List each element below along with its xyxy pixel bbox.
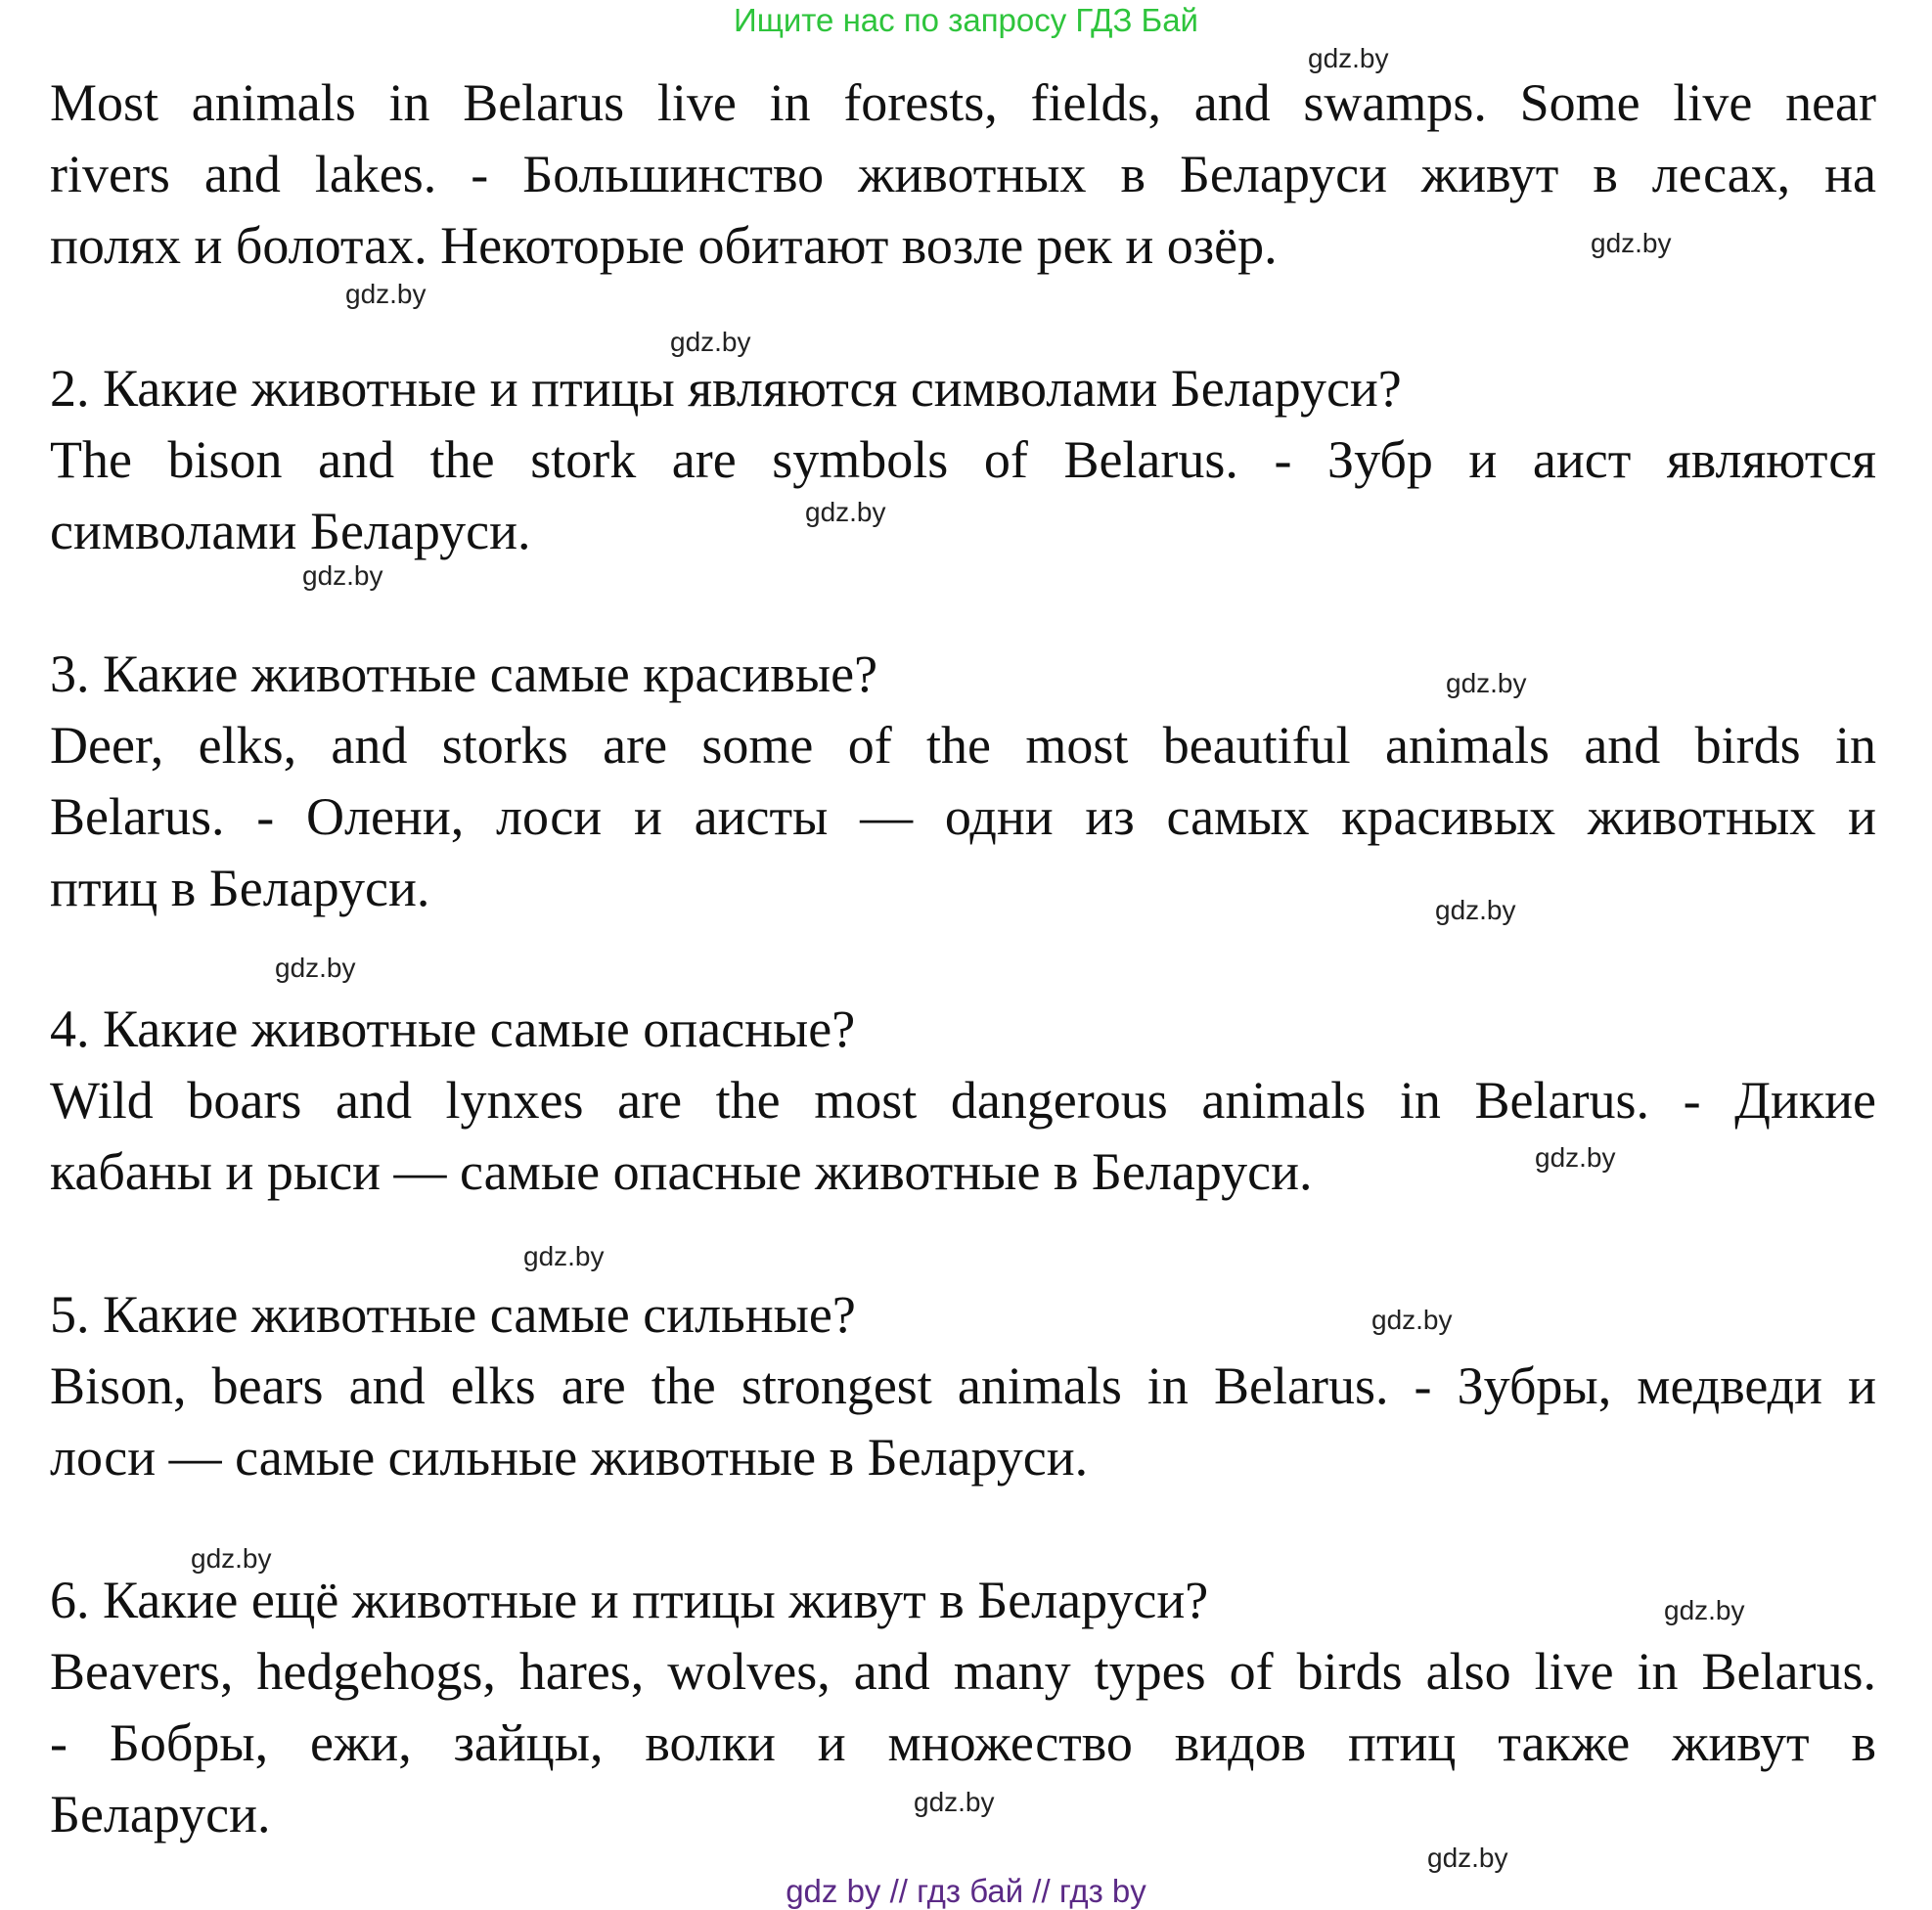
- watermark: gdz.by: [1664, 1595, 1745, 1625]
- footer-links: gdz by // гдз бай // гдз by: [786, 1873, 1146, 1909]
- answer-1-line-2: rivers and lakes. - Большинство животных в Беларуси живут в лесах, на: [50, 145, 1876, 203]
- answer-3-line-2: Belarus. - Олени, лоси и аисты — одни из самых красивых животных и: [50, 787, 1876, 846]
- answer-4-line-2: кабаны и рыси — самые опасные животные в Беларуси.: [50, 1142, 1313, 1201]
- question-4: 4. Какие животные самые опасные?: [50, 999, 856, 1058]
- answer-6-line-3: Беларуси.: [50, 1785, 271, 1843]
- watermark: gdz.by: [805, 497, 886, 527]
- watermark: gdz.by: [275, 953, 356, 983]
- watermark: gdz.by: [1446, 668, 1527, 698]
- answer-6-line-1: Beavers, hedgehogs, hares, wolves, and many types of birds also live in Belarus.: [50, 1642, 1876, 1701]
- question-3: 3. Какие животные самые красивые?: [50, 644, 878, 703]
- answer-2-line-2: символами Беларуси.: [50, 502, 531, 560]
- watermark: gdz.by: [345, 279, 427, 309]
- answer-3-line-1: Deer, elks, and storks are some of the most beautiful animals and birds in: [50, 716, 1876, 775]
- answer-5-line-1: Bison, bears and elks are the strongest animals in Belarus. - Зубры, медведи и: [50, 1356, 1876, 1415]
- watermark: gdz.by: [1535, 1142, 1616, 1173]
- watermark: gdz.by: [302, 560, 383, 591]
- answer-5-line-2: лоси — самые сильные животные в Беларуси.: [50, 1428, 1089, 1487]
- answer-4-line-1: Wild boars and lynxes are the most dangerous animals in Belarus. - Дикие: [50, 1071, 1876, 1130]
- answer-6-line-2: - Бобры, ежи, зайцы, волки и множество видов птиц также живут в: [50, 1713, 1876, 1772]
- watermark: gdz.by: [914, 1787, 995, 1817]
- answer-1-line-3: полях и болотах. Некоторые обитают возле рек и озёр.: [50, 216, 1278, 275]
- question-2: 2. Какие животные и птицы являются символами Беларуси?: [50, 359, 1402, 418]
- watermark: gdz.by: [523, 1241, 605, 1271]
- search-banner: Ищите нас по запросу ГДЗ Бай: [734, 2, 1198, 38]
- answer-2-line-1: The bison and the stork are symbols of Belarus. - Зубр и аист являются: [50, 430, 1876, 489]
- answer-3-line-3: птиц в Беларуси.: [50, 859, 430, 917]
- watermark: gdz.by: [1427, 1843, 1508, 1873]
- watermark: gdz.by: [1371, 1305, 1453, 1335]
- question-5: 5. Какие животные самые сильные?: [50, 1285, 856, 1344]
- watermark: gdz.by: [1308, 43, 1389, 73]
- watermark: gdz.by: [1591, 228, 1672, 258]
- question-6: 6. Какие ещё животные и птицы живут в Беларуси?: [50, 1571, 1209, 1629]
- watermark: gdz.by: [191, 1543, 272, 1574]
- watermark: gdz.by: [1435, 895, 1516, 925]
- watermark: gdz.by: [670, 327, 751, 357]
- answer-1-line-1: Most animals in Belarus live in forests, fields, and swamps. Some live near: [50, 73, 1876, 132]
